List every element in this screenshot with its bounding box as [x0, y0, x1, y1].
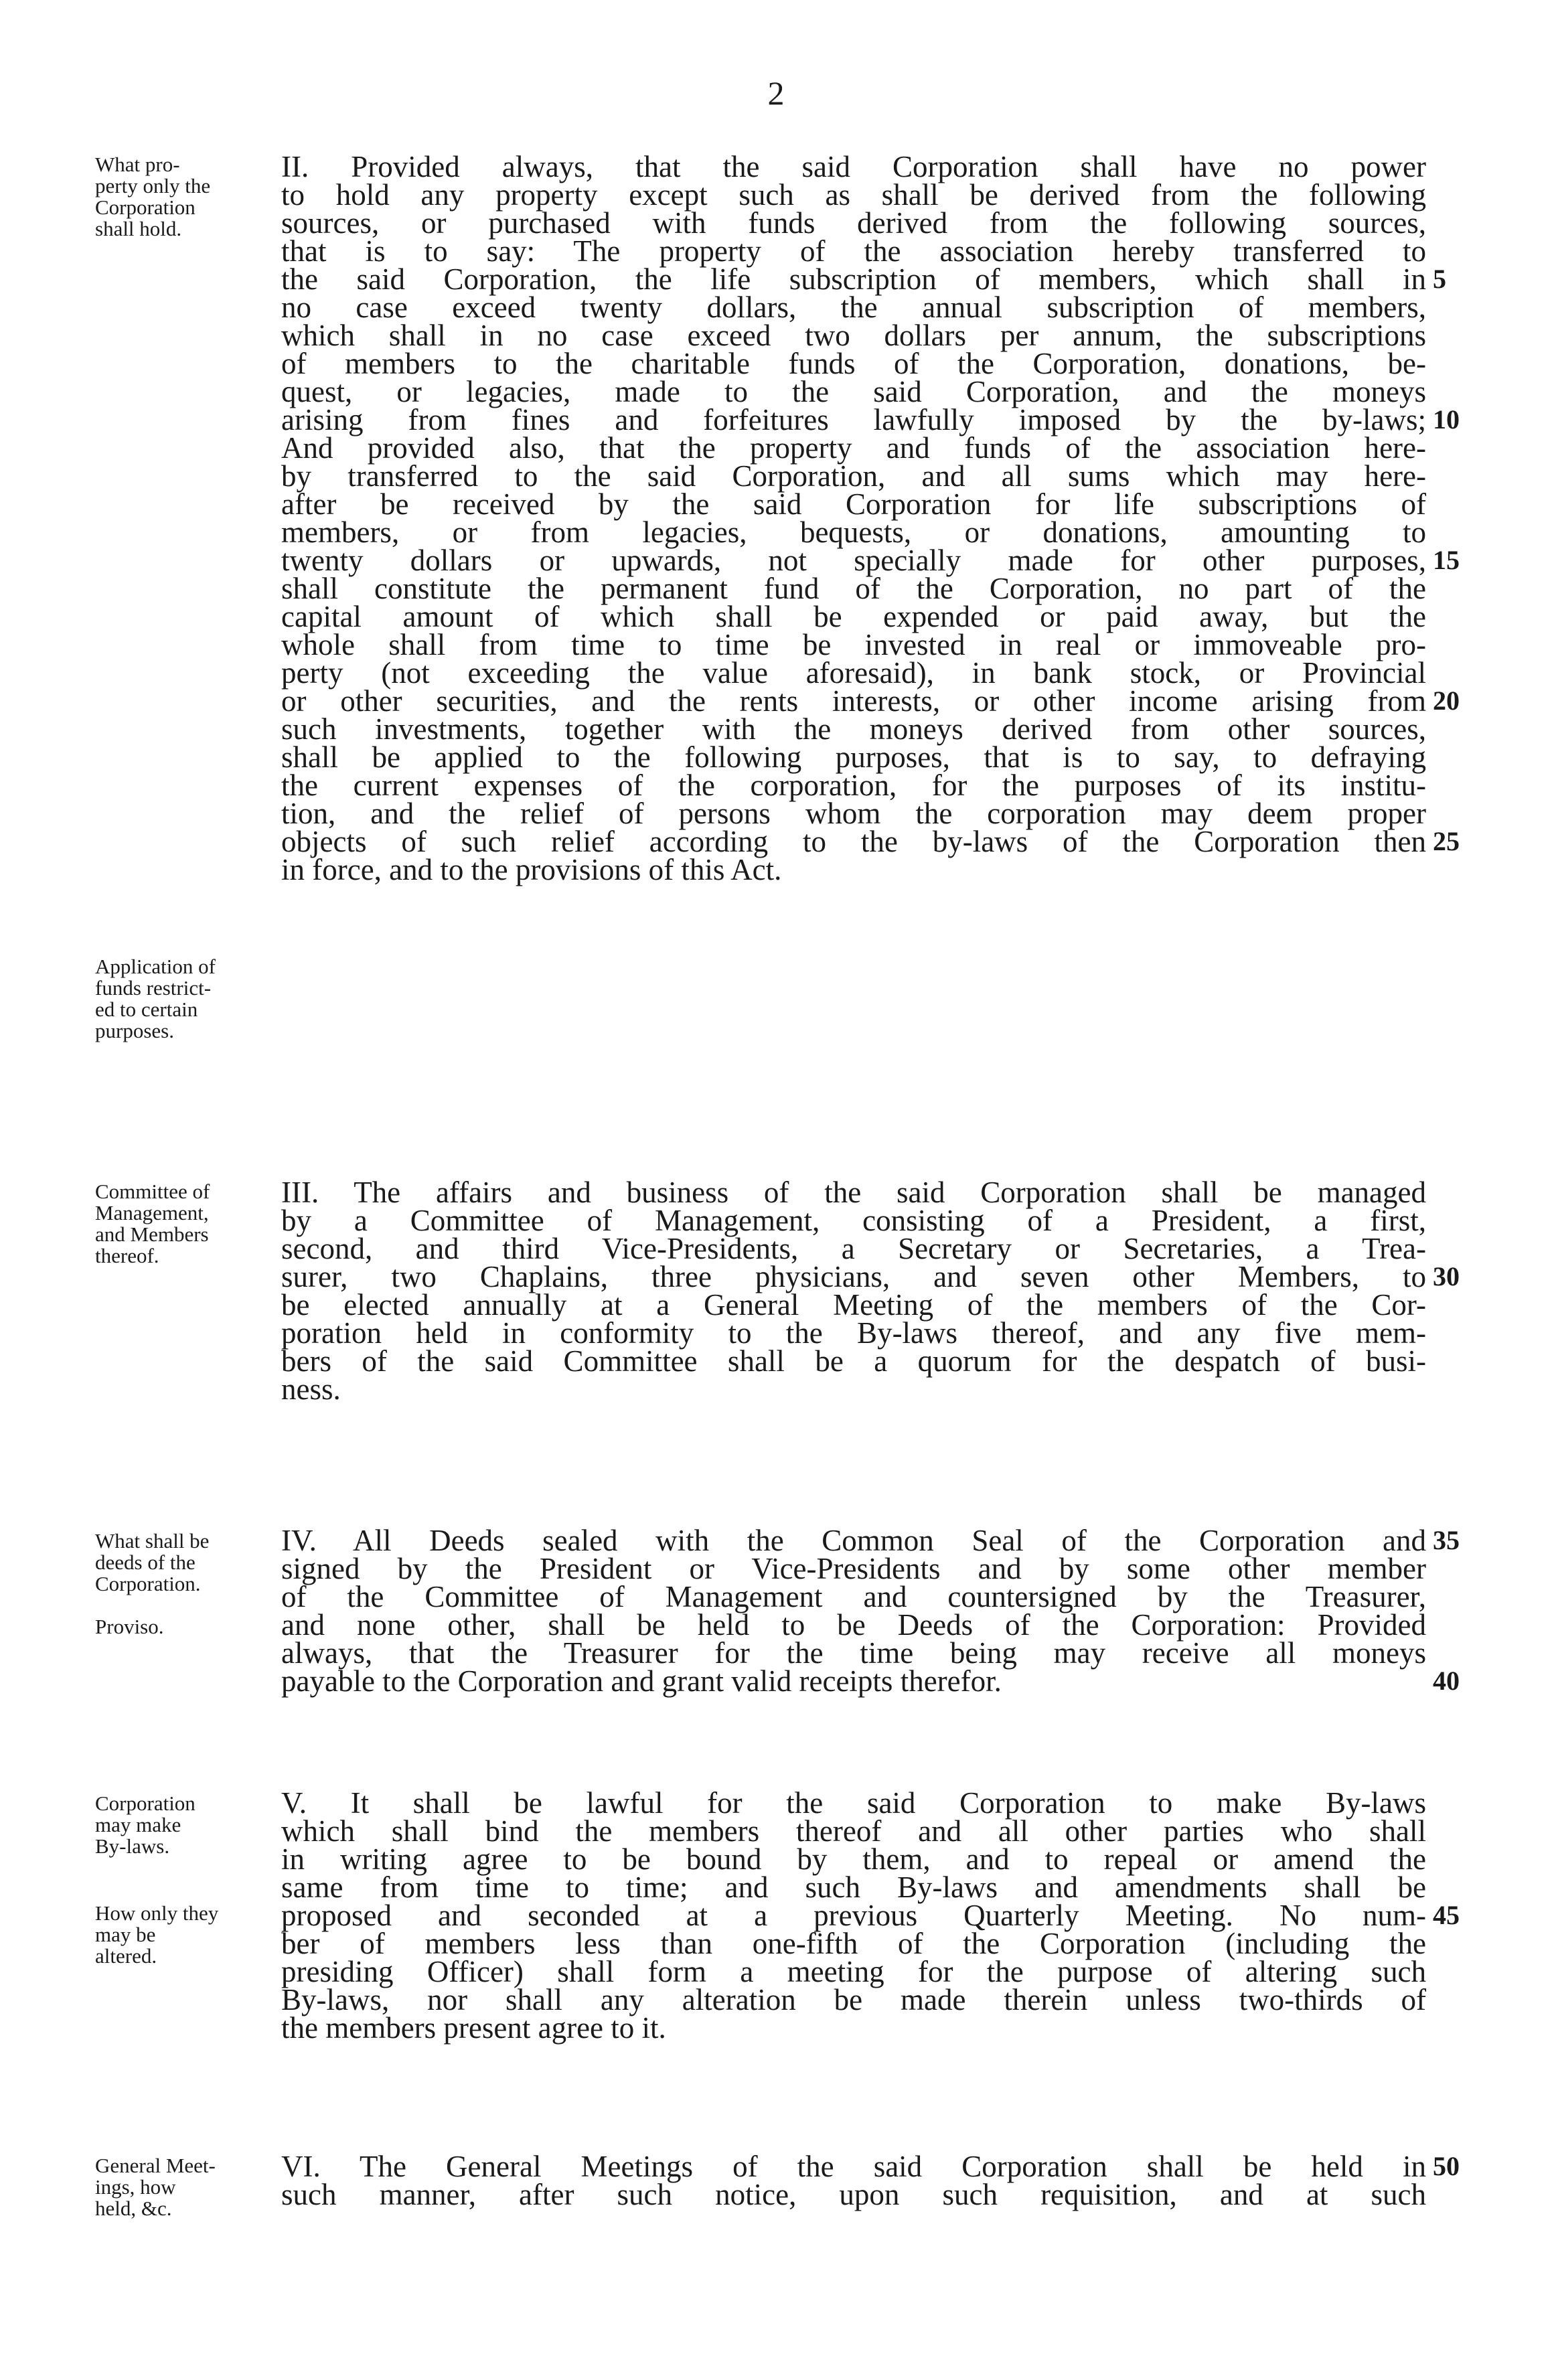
- text-line: the members present agree to it.: [281, 2011, 666, 2045]
- text-line: V. It shall be lawful for the said Corporation to make By-laws: [281, 1786, 1426, 1820]
- margin-note-line: Corporation: [95, 1792, 196, 1815]
- text-line: the said Corporation, the life subscription of members, which shall in: [281, 262, 1426, 296]
- text-line: perty (not exceeding the value aforesaid), in bank stock, or Provincial: [281, 656, 1426, 690]
- line-number: 10: [1433, 404, 1460, 434]
- line-number: 20: [1433, 686, 1460, 716]
- text-line: such investments, together with the moneys derived from other sources,: [281, 712, 1426, 746]
- margin-note-line: Committee of: [95, 1180, 210, 1203]
- margin-note-line: Corporation: [95, 195, 196, 219]
- text-line: tion, and the relief of persons whom the corporation may deem proper: [281, 797, 1426, 830]
- text-line: the current expenses of the corporation, for the purposes of its institu-: [281, 769, 1426, 802]
- text-line: by transferred to the said Corporation, and all sums which may here-: [281, 459, 1426, 493]
- text-line: in writing agree to be bound by them, and to repeal or amend the: [281, 1842, 1426, 1876]
- text-line: ness.: [281, 1372, 341, 1406]
- text-line: payable to the Corporation and grant valid receipts therefor.: [281, 1664, 1002, 1698]
- line-number: 40: [1433, 1666, 1460, 1696]
- margin-note-line: thereof.: [95, 1244, 159, 1267]
- margin-note-line: deeds of the: [95, 1551, 196, 1574]
- text-line: IV. All Deeds sealed with the Common Seal of the Corporation and: [281, 1524, 1426, 1557]
- margin-note: [95, 1530, 289, 1595]
- text-line: after be received by the said Corporation for life subscriptions of: [281, 487, 1426, 521]
- text-line: be elected annually at a General Meeting of the members of the Cor-: [281, 1288, 1426, 1322]
- margin-note-line: General Meet-: [95, 2154, 216, 2177]
- margin-note: [95, 1616, 289, 1638]
- margin-note: [95, 1181, 289, 1267]
- section-text: [281, 1786, 1426, 2045]
- text-line: By-laws, nor shall any alteration be made therein unless two-thirds of: [281, 1983, 1426, 2016]
- margin-note: [95, 2155, 289, 2219]
- line-number: 5: [1433, 264, 1446, 294]
- margin-note: [95, 956, 289, 1042]
- text-line: ber of members less than one-fifth of the Corporation (including the: [281, 1927, 1426, 1960]
- text-line: arising from fines and forfeitures lawfully imposed by the by-laws;: [281, 403, 1426, 437]
- line-number: 30: [1433, 1261, 1460, 1291]
- text-line: bers of the said Committee shall be a quorum for the despatch of busi-: [281, 1344, 1426, 1378]
- margin-note-line: funds restrict-: [95, 976, 212, 1000]
- text-line: twenty dollars or upwards, not specially made for other purposes,: [281, 544, 1426, 577]
- margin-note-line: Proviso.: [95, 1615, 164, 1638]
- line-number: 15: [1433, 545, 1460, 575]
- text-line: by a Committee of Management, consisting of a President, a first,: [281, 1204, 1426, 1237]
- margin-note: [95, 1903, 289, 1967]
- margin-note-line: may be: [95, 1923, 156, 1946]
- margin-note-line: What shall be: [95, 1529, 210, 1553]
- text-line: And provided also, that the property and funds of the association here-: [281, 431, 1426, 465]
- page-number: 2: [767, 74, 785, 112]
- text-line: and none other, shall be held to be Deeds of the Corporation: Provided: [281, 1608, 1426, 1642]
- margin-note-line: ed to certain: [95, 998, 198, 1021]
- text-line: poration held in conformity to the By-laws thereof, and any five mem-: [281, 1316, 1426, 1350]
- text-line: capital amount of which shall be expended or paid away, but the: [281, 600, 1426, 633]
- text-line: signed by the President or Vice-Presidents and by some other member: [281, 1552, 1426, 1585]
- line-number: 45: [1433, 1900, 1460, 1930]
- margin-note-line: held, &c.: [95, 2197, 172, 2220]
- section-text: [281, 1524, 1426, 1698]
- text-line: shall be applied to the following purposes, that is to say, to defraying: [281, 740, 1426, 774]
- margin-note-line: altered.: [95, 1944, 157, 1968]
- text-line: III. The affairs and business of the said Corporation shall be managed: [281, 1176, 1426, 1209]
- text-line: presiding Officer) shall form a meeting for the purpose of altering such: [281, 1955, 1426, 1988]
- margin-note-line: What pro-: [95, 153, 180, 176]
- text-line: which shall in no case exceed two dollars per annum, the subscriptions: [281, 319, 1426, 352]
- text-line: members, or from legacies, bequests, or donations, amounting to: [281, 515, 1426, 549]
- margin-note-line: shall hold.: [95, 217, 182, 240]
- text-line: II. Provided always, that the said Corporation shall have no power: [281, 150, 1426, 183]
- margin-note-line: Application of: [95, 955, 216, 978]
- text-line: that is to say: The property of the association hereby transferred to: [281, 234, 1426, 268]
- text-line: second, and third Vice-Presidents, a Secretary or Secretaries, a Trea-: [281, 1232, 1426, 1265]
- text-line: proposed and seconded at a previous Quarterly Meeting. No num-: [281, 1899, 1426, 1932]
- text-line: in force, and to the provisions of this Act.: [281, 853, 782, 886]
- text-line: shall constitute the permanent fund of the Corporation, no part of the: [281, 572, 1426, 605]
- text-line: of members to the charitable funds of the Corporation, donations, be-: [281, 347, 1426, 380]
- section-text: [281, 2152, 1426, 2209]
- line-number: 35: [1433, 1525, 1460, 1555]
- text-line: same from time to time; and such By-laws and amendments shall be: [281, 1871, 1426, 1904]
- margin-note-line: By-laws.: [95, 1834, 170, 1858]
- margin-note-line: ings, how: [95, 2175, 176, 2199]
- text-line: no case exceed twenty dollars, the annual subscription of members,: [281, 291, 1426, 324]
- text-line: whole shall from time to time be invested in real or immoveable pro-: [281, 628, 1426, 661]
- text-line: such manner, after such notice, upon such requisition, and at such: [281, 2178, 1426, 2211]
- text-line: of the Committee of Management and countersigned by the Treasurer,: [281, 1580, 1426, 1613]
- text-line: VI. The General Meetings of the said Corporation shall be held in: [281, 2150, 1426, 2183]
- margin-note: [95, 1793, 289, 1857]
- text-line: quest, or legacies, made to the said Corporation, and the moneys: [281, 375, 1426, 408]
- text-line: always, that the Treasurer for the time being may receive all moneys: [281, 1636, 1426, 1670]
- text-line: to hold any property except such as shall be derived from the following: [281, 178, 1426, 212]
- text-line: surer, two Chaplains, three physicians, and seven other Members, to: [281, 1260, 1426, 1293]
- line-number: 50: [1433, 2151, 1460, 2181]
- margin-note-line: Management,: [95, 1201, 209, 1224]
- section-text: [281, 150, 1426, 886]
- margin-note: [95, 154, 289, 240]
- text-line: which shall bind the members thereof and all other parties who shall: [281, 1814, 1426, 1848]
- section-text: [281, 1176, 1426, 1406]
- text-line: or other securities, and the rents interests, or other income arising from: [281, 684, 1426, 718]
- margin-note-line: perty only the: [95, 174, 211, 197]
- text-line: objects of such relief according to the by-laws of the Corporation then: [281, 825, 1426, 858]
- margin-note-line: How only they: [95, 1901, 219, 1925]
- margin-note-line: Corporation.: [95, 1572, 201, 1595]
- margin-note-line: purposes.: [95, 1019, 174, 1042]
- text-line: sources, or purchased with funds derived from the following sources,: [281, 206, 1426, 240]
- margin-note-line: and Members: [95, 1222, 209, 1246]
- margin-note-line: may make: [95, 1813, 181, 1836]
- line-number: 25: [1433, 826, 1460, 856]
